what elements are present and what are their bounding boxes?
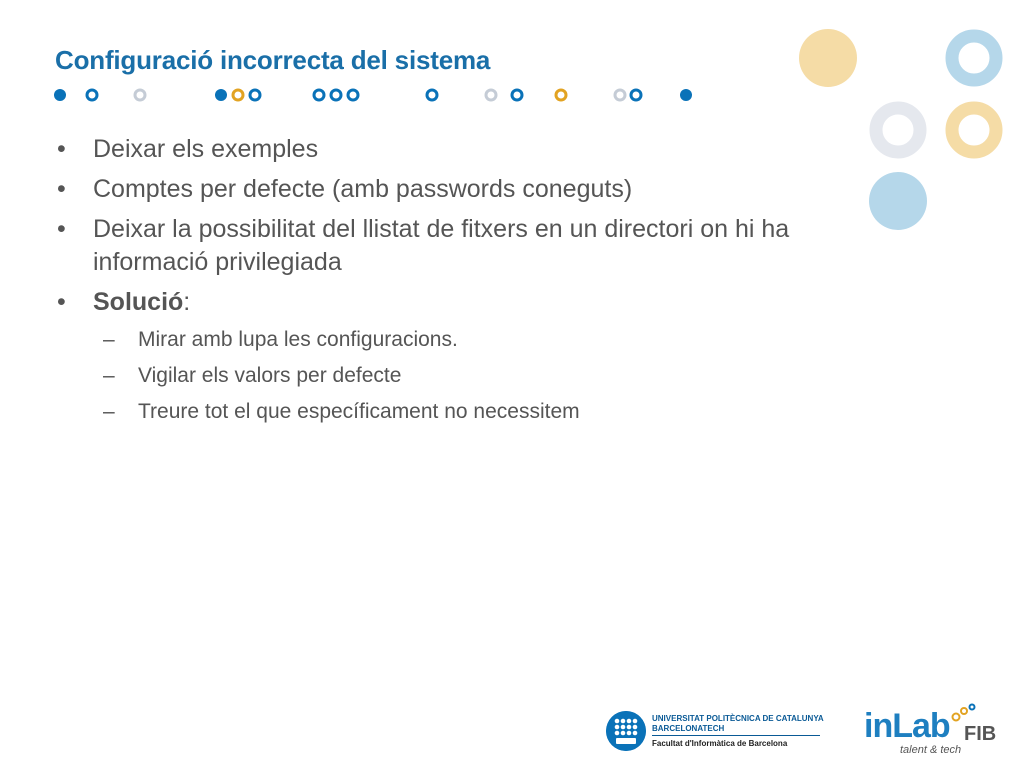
bullet-marker: • — [57, 175, 66, 203]
ring-light-blue — [952, 36, 996, 80]
dot-filled-blue — [680, 89, 692, 101]
upc-divider — [652, 735, 820, 736]
bullet-marker: • — [57, 215, 66, 243]
dot-ring-gold — [556, 90, 566, 100]
dash-marker: – — [103, 400, 115, 423]
solution-label: Solució — [93, 288, 184, 316]
dash-marker: – — [103, 328, 115, 351]
inlab-name: inLab — [864, 707, 950, 745]
solution-suffix: : — [183, 288, 191, 316]
inlab-dots-icon — [950, 703, 980, 725]
dot-ring-blue — [512, 90, 522, 100]
sub-bullet-text: Mirar amb lupa les configuracions. — [138, 328, 458, 351]
dot-ring-blue — [631, 90, 641, 100]
sub-bullet-text: Vigilar els valors per defecte — [138, 364, 402, 387]
inlab-tagline: talent & tech — [900, 744, 962, 756]
dot-ring-blue — [331, 90, 341, 100]
inlab-fib: FIB — [964, 723, 997, 745]
dot-ring-gray — [615, 90, 625, 100]
bullet-text: Deixar la possibilitat del llistat de fitxers en un directori on hi ha informació privilegiada — [93, 215, 790, 276]
dot-filled-blue — [215, 89, 227, 101]
dash-marker: – — [103, 364, 115, 387]
dot-ring-blue — [250, 90, 260, 100]
dot-ring-gold — [233, 90, 243, 100]
dot-filled-blue — [54, 89, 66, 101]
circle-light-blue — [869, 172, 927, 230]
bullet-marker: • — [57, 135, 66, 163]
dot-ring-gray — [486, 90, 496, 100]
upc-subtitle: BARCELONATECH — [652, 724, 725, 733]
sub-bullet-item — [55, 362, 855, 390]
bullet-item — [55, 173, 855, 206]
dot-ring-gray — [135, 90, 145, 100]
sub-bullet-text: Treure tot el que específicament no necessitem — [138, 400, 580, 423]
dot-ring-blue — [427, 90, 437, 100]
fib-name: Facultat d'Informàtica de Barcelona — [652, 739, 788, 748]
dot-ring-blue — [314, 90, 324, 100]
dot-ring-blue — [87, 90, 97, 100]
bullet-text: Comptes per defecte (amb passwords coneguts) — [93, 175, 633, 203]
bullet-text: Deixar els exemples — [93, 135, 319, 163]
ring-light-gray — [876, 108, 920, 152]
bullet-item — [55, 213, 855, 279]
upc-name: UNIVERSITAT POLITÈCNICA DE CATALUNYA — [652, 714, 824, 723]
bullet-item — [55, 133, 855, 166]
dot-ring-blue — [348, 90, 358, 100]
bullet-marker: • — [57, 288, 66, 316]
bullet-item-solution — [55, 286, 855, 319]
upc-logo-icon — [606, 711, 646, 751]
upc-fib-logo — [606, 711, 828, 753]
ring-light-gold — [952, 108, 996, 152]
slide-title: Configuració incorrecta del sistema — [55, 45, 491, 75]
circle-light-gold — [799, 29, 857, 87]
sub-bullet-item — [55, 326, 855, 354]
sub-bullet-item — [55, 398, 855, 426]
inlab-logo — [864, 703, 1014, 759]
slide-content — [55, 133, 855, 434]
